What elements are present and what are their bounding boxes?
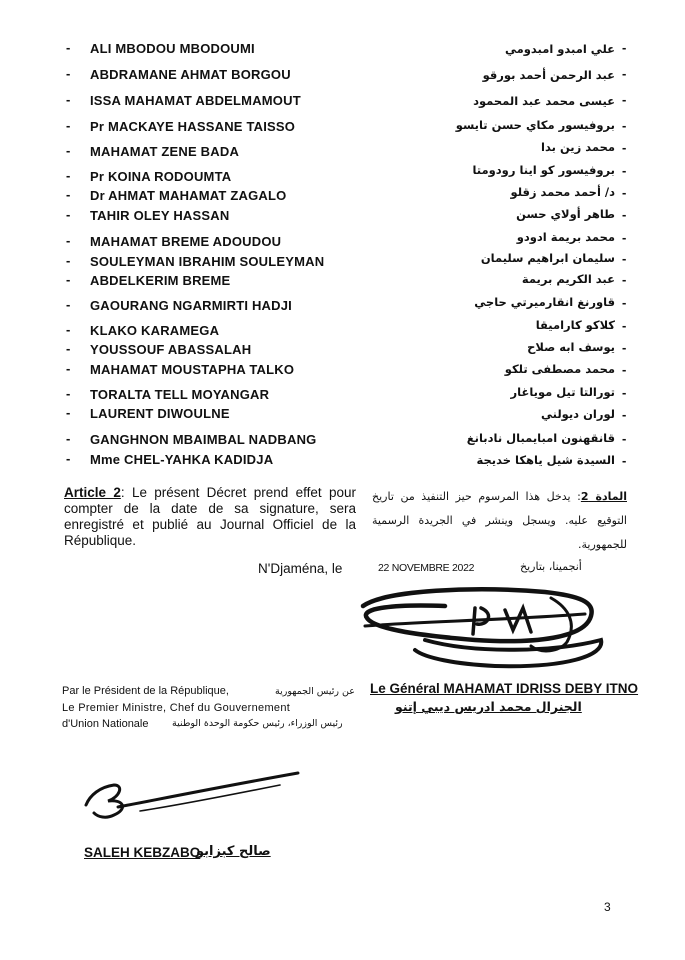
article-2-fr xyxy=(64,485,356,549)
list-dash: - xyxy=(66,322,71,337)
list-dash: - xyxy=(622,118,627,133)
list-dash: - xyxy=(66,143,71,158)
list-dash: - xyxy=(66,451,71,466)
list-dash: - xyxy=(622,140,627,155)
place-date-ar: أنجمينا، بتاريخ xyxy=(520,560,582,573)
list-dash: - xyxy=(66,92,71,107)
list-dash: - xyxy=(622,453,627,468)
member-name-fr: SOULEYMAN IBRAHIM SOULEYMAN xyxy=(90,254,325,269)
member-name-fr: Pr MACKAYE HASSANE TAISSO xyxy=(90,119,296,134)
signature-date: 22 NOVEMBRE 2022 xyxy=(378,562,475,574)
list-dash: - xyxy=(622,251,627,266)
list-dash: - xyxy=(622,185,627,200)
list-dash: - xyxy=(66,40,71,55)
member-name-fr: GANGHNON MBAIMBAL NADBANG xyxy=(90,432,317,447)
article-2-label-fr: Article 2 xyxy=(64,485,121,500)
member-name-fr: MAHAMAT ZENE BADA xyxy=(90,144,240,159)
member-name-fr: YOUSSOUF ABASSALAH xyxy=(90,342,252,357)
member-name-ar: بروفيسور كو اينا رودومتا xyxy=(472,163,615,177)
member-name-fr: Mme CHEL-YAHKA KADIDJA xyxy=(90,452,274,467)
member-name-ar: عبد الرحمن أحمد بورقو xyxy=(482,68,615,82)
member-name-ar: محمد بريمة ادودو xyxy=(516,230,615,244)
member-name-ar: بروفيسور مكاي حسن تايسو xyxy=(455,118,615,132)
list-dash: - xyxy=(622,272,627,287)
member-name-ar: علي امبدو امبدومي xyxy=(504,42,615,56)
article-2-ar xyxy=(372,485,627,557)
member-name-fr: MAHAMAT MOUSTAPHA TALKO xyxy=(90,362,295,377)
member-name-ar: لوران ديولني xyxy=(541,407,615,421)
list-dash: - xyxy=(66,66,71,81)
list-dash: - xyxy=(66,341,71,356)
member-name-ar: عبد الكريم بريمة xyxy=(521,272,615,286)
list-dash: - xyxy=(622,163,627,178)
list-dash: - xyxy=(66,253,71,268)
member-name-fr: ALI MBODOU MBODOUMI xyxy=(90,41,255,56)
page-number: 3 xyxy=(604,900,611,914)
list-dash: - xyxy=(66,297,71,312)
list-dash: - xyxy=(622,318,627,333)
pm-line2-ar: رئيس الوزراء، رئيس حكومة الوحدة الوطنية xyxy=(172,718,343,729)
list-dash: - xyxy=(622,431,627,446)
member-name-fr: KLAKO KARAMEGA xyxy=(90,323,220,338)
member-name-ar: محمد مصطفى تلكو xyxy=(504,362,615,376)
pm-line1-fr: Par le Président de la République, xyxy=(62,685,229,697)
member-name-ar: السيدة شيل ياهكا خديجة xyxy=(476,453,615,467)
article-2-label-ar: المادة 2 xyxy=(580,490,627,503)
list-dash: - xyxy=(622,207,627,222)
list-dash: - xyxy=(66,386,71,401)
member-name-fr: TORALTA TELL MOYANGAR xyxy=(90,387,270,402)
place-date-fr: N'Djaména, le xyxy=(258,561,343,576)
pm-name-fr: SALEH KEBZABO xyxy=(84,845,201,860)
member-name-ar: كلاكو كاراميقا xyxy=(535,318,615,332)
member-name-ar: قاورنغ انقارميرتي حاجي xyxy=(474,295,615,309)
member-name-ar: محمد زين بدا xyxy=(541,140,615,154)
member-name-ar: طاهر أولاي حسن xyxy=(516,207,615,221)
article-2-text-fr: : Le présent Décret prend effet pour compter de la date de sa signature, sera enregistré et publié au Journal Officiel de la République. xyxy=(64,485,356,548)
pm-line3-fr: d'Union Nationale xyxy=(62,718,149,730)
list-dash: - xyxy=(622,362,627,377)
member-name-fr: GAOURANG NGARMIRTI HADJI xyxy=(90,298,292,313)
pm-line2-fr: Le Premier Ministre, Chef du Gouvernement xyxy=(62,702,291,714)
member-name-ar: تورالتا تيل موياغار xyxy=(510,385,615,399)
member-name-fr: ABDRAMANE AHMAT BORGOU xyxy=(90,67,291,82)
president-name-ar: الجنرال محمد ادريس ديبي إتنو xyxy=(395,699,582,714)
pm-signature xyxy=(80,765,305,825)
pm-name-ar: صالح كبزابو xyxy=(196,844,271,859)
list-dash: - xyxy=(66,431,71,446)
member-name-fr: LAURENT DIWOULNE xyxy=(90,406,230,421)
list-dash: - xyxy=(622,92,627,107)
list-dash: - xyxy=(66,272,71,287)
list-dash: - xyxy=(66,168,71,183)
list-dash: - xyxy=(66,207,71,222)
list-dash: - xyxy=(622,66,627,81)
list-dash: - xyxy=(622,385,627,400)
member-name-ar: قانقهنون امبايمبال نادبانغ xyxy=(466,431,615,445)
member-name-fr: Dr AHMAT MAHAMAT ZAGALO xyxy=(90,188,287,203)
member-name-ar: د/ أحمد محمد زقلو xyxy=(510,185,615,199)
member-name-ar: يوسف ابه صلاح xyxy=(527,340,615,354)
list-dash: - xyxy=(66,405,71,420)
pm-line1-ar: عن رئيس الجمهورية xyxy=(275,686,355,697)
list-dash: - xyxy=(622,40,627,55)
list-dash: - xyxy=(622,295,627,310)
article-2-text-ar: : يدخل هذا المرسوم حيز التنفيذ من تاريخ التوقيع عليه. ويسجل وينشر في الجريدة الرسمية للجمهورية. xyxy=(372,490,627,551)
member-name-ar: عيسى محمد عبد المحمود xyxy=(473,94,615,108)
member-name-fr: Pr KOINA RODOUMTA xyxy=(90,169,232,184)
list-dash: - xyxy=(66,118,71,133)
president-name-fr: Le Général MAHAMAT IDRISS DEBY ITNO xyxy=(370,681,639,696)
list-dash: - xyxy=(622,230,627,245)
president-signature xyxy=(355,578,610,678)
list-dash: - xyxy=(66,233,71,248)
member-name-fr: ISSA MAHAMAT ABDELMAMOUT xyxy=(90,93,301,108)
list-dash: - xyxy=(622,407,627,422)
member-name-fr: ABDELKERIM BREME xyxy=(90,273,231,288)
list-dash: - xyxy=(66,187,71,202)
member-name-fr: MAHAMAT BREME ADOUDOU xyxy=(90,234,282,249)
member-name-fr: TAHIR OLEY HASSAN xyxy=(90,208,230,223)
list-dash: - xyxy=(622,340,627,355)
member-name-ar: سليمان ابراهيم سليمان xyxy=(480,251,615,265)
list-dash: - xyxy=(66,361,71,376)
